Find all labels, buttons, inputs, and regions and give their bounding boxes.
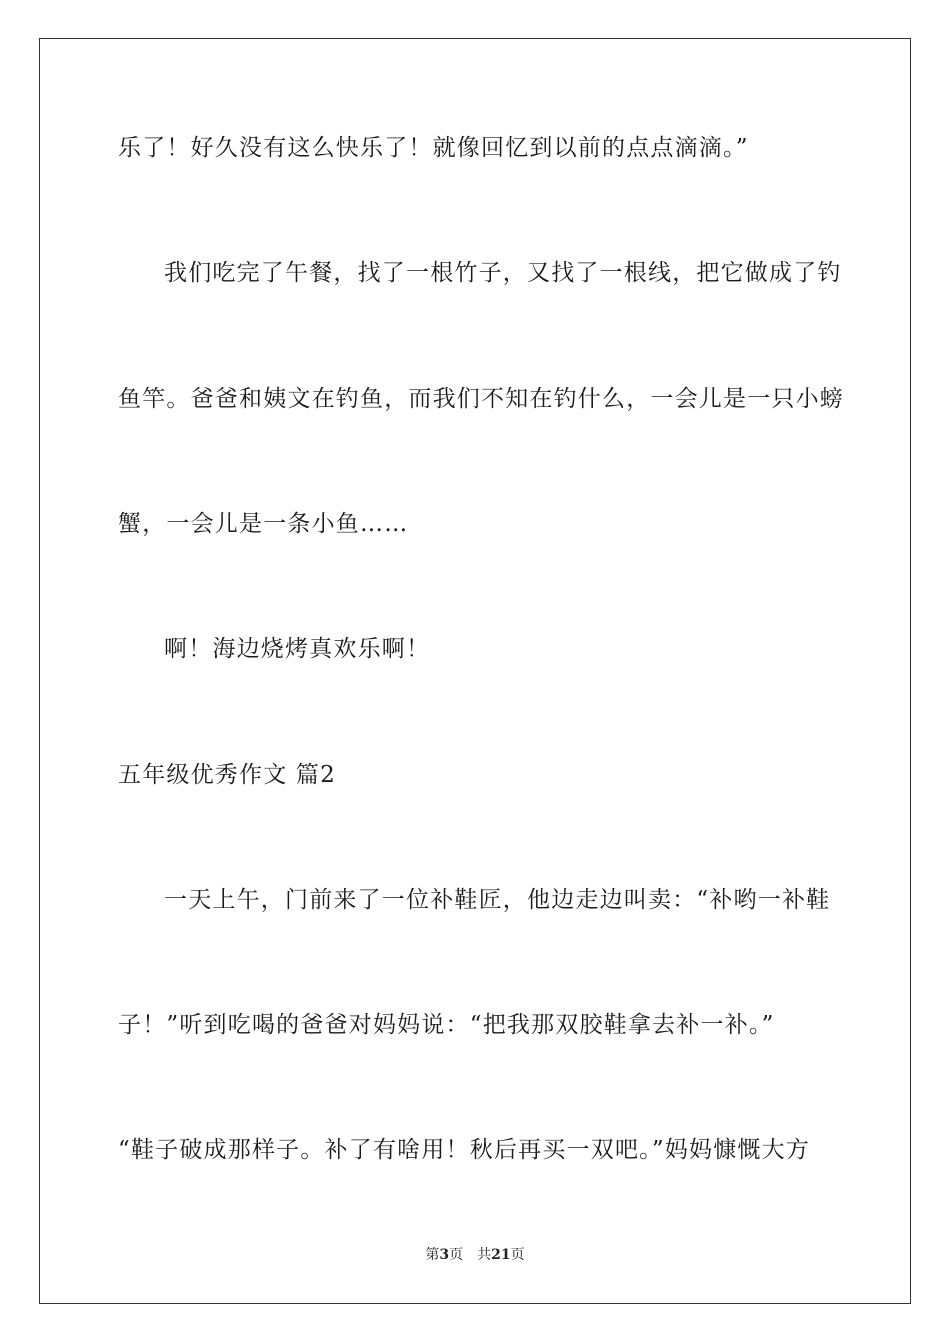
text-line-6: 一天上午，门前来了一位补鞋匠，他边走边叫卖：“补哟一补鞋 [164,887,831,913]
section-heading: 五年级优秀作文 篇2 [118,762,336,788]
total-suffix: 页 [510,1247,525,1263]
total-prefix: 共 [477,1247,492,1263]
text-line-5: 啊！海边烧烤真欢乐啊！ [164,636,431,662]
page-footer [0,1245,950,1265]
text-line-2: 我们吃完了午餐，找了一根竹子，又找了一根线，把它做成了钓 [164,260,842,286]
text-line-7: 子！”听到吃喝的爸爸对妈妈说：“把我那双胶鞋拿去补一补。” [118,1012,775,1038]
page-prefix: 第 [425,1247,440,1263]
text-line-3: 鱼竿。爸爸和姨文在钓鱼，而我们不知在钓什么，一会儿是一只小螃 [118,386,844,412]
text-line-1: 乐了！好久没有这么快乐了！就像回忆到以前的点点滴滴。” [118,135,749,161]
page-number: 3 [439,1247,450,1263]
text-line-4: 蟹，一会儿是一条小鱼…… [118,511,409,537]
page-border [39,38,911,1304]
text-line-8: “鞋子破成那样子。补了有啥用！秋后再买一双吧。”妈妈慷慨大方 [118,1137,811,1163]
total-pages: 21 [491,1247,511,1263]
page-suffix: 页 [449,1247,464,1263]
